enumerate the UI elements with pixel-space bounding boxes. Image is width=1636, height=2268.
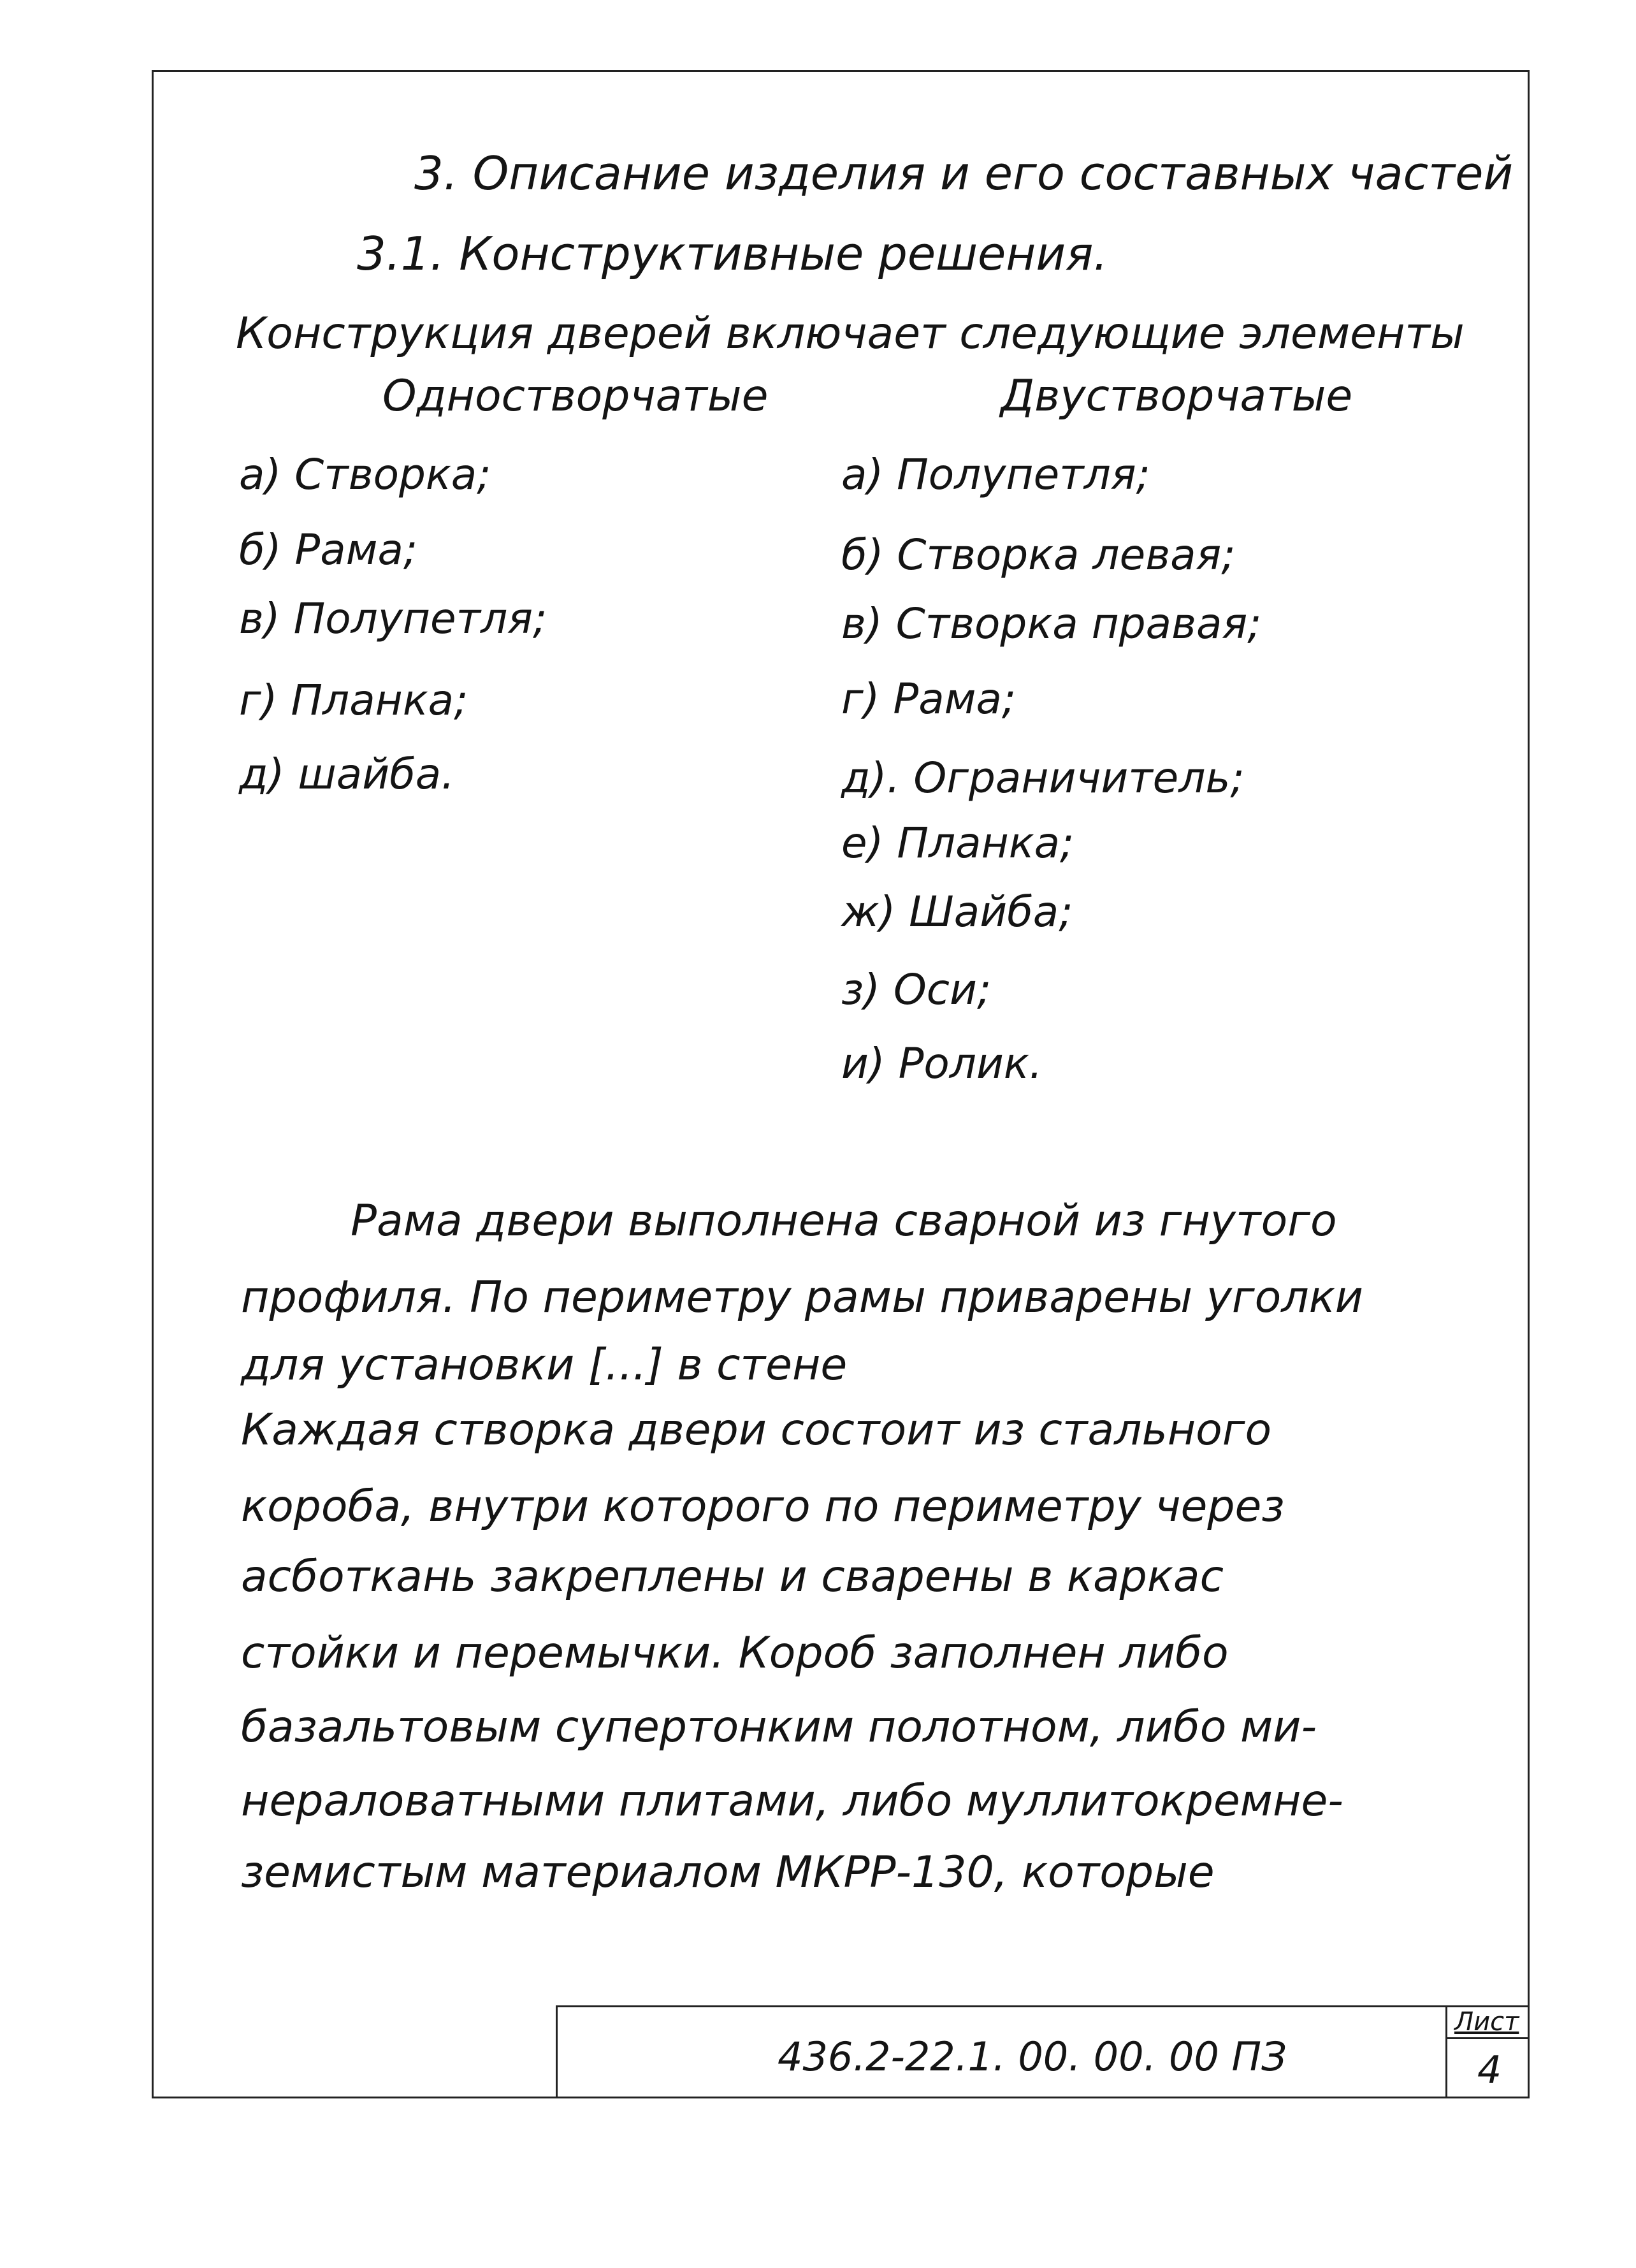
double-item: е) Планка; [841,818,1075,868]
paragraph-line: нераловатными плитами, либо муллитокремне- [241,1776,1343,1826]
double-leaf-heading: Двустворчатые [1001,371,1353,421]
paragraph-line: Рама двери выполнена сварной из гнутого [351,1196,1337,1246]
sheet-number: 4 [1477,2048,1502,2093]
double-item: г) Рама; [841,674,1017,723]
paragraph-line: для установки [...] в стене [241,1340,848,1390]
single-item: в) Полупетля; [239,594,547,643]
single-leaf-heading: Одностворчатые [382,371,769,421]
single-item: а) Створка; [239,450,491,499]
document-code: 436.2-22.1. 00. 00. 00 ПЗ [778,2033,1287,2080]
paragraph-line: профиля. По периметру рамы приварены уголки [241,1272,1363,1323]
double-item: з) Оси; [841,965,992,1014]
intro-line: Конструкция дверей включает следующие элементы [236,309,1465,359]
section-subtitle: 3.1. Конструктивные решения. [357,227,1108,280]
double-item: в) Створка правая; [841,599,1262,648]
sheet-label: Лист [1454,2007,1519,2037]
paragraph-line: короба, внутри которого по периметру через [241,1481,1285,1532]
double-item: б) Створка левая; [841,530,1236,579]
double-item: ж) Шайба; [841,887,1073,936]
paragraph-line: асботкань закреплены и сварены в каркас [241,1552,1224,1602]
double-item: д). Ограничитель; [841,753,1245,803]
single-item: г) Планка; [239,676,468,725]
sheet-divider [1445,2037,1530,2039]
section-title: 3. Описание изделия и его составных частей [414,147,1514,200]
double-item: а) Полупетля; [841,450,1150,499]
double-item: и) Ролик. [841,1039,1043,1088]
single-item: д) шайба. [239,750,455,799]
paragraph-line: базальтовым супертонким полотном, либо ми- [241,1702,1317,1752]
paragraph-line: Каждая створка двери состоит из стального [241,1405,1272,1455]
single-item: б) Рама; [239,525,418,574]
paragraph-line: земистым материалом МКРР-130, которые [241,1847,1215,1898]
paragraph-line: стойки и перемычки. Короб заполнен либо [241,1628,1229,1678]
